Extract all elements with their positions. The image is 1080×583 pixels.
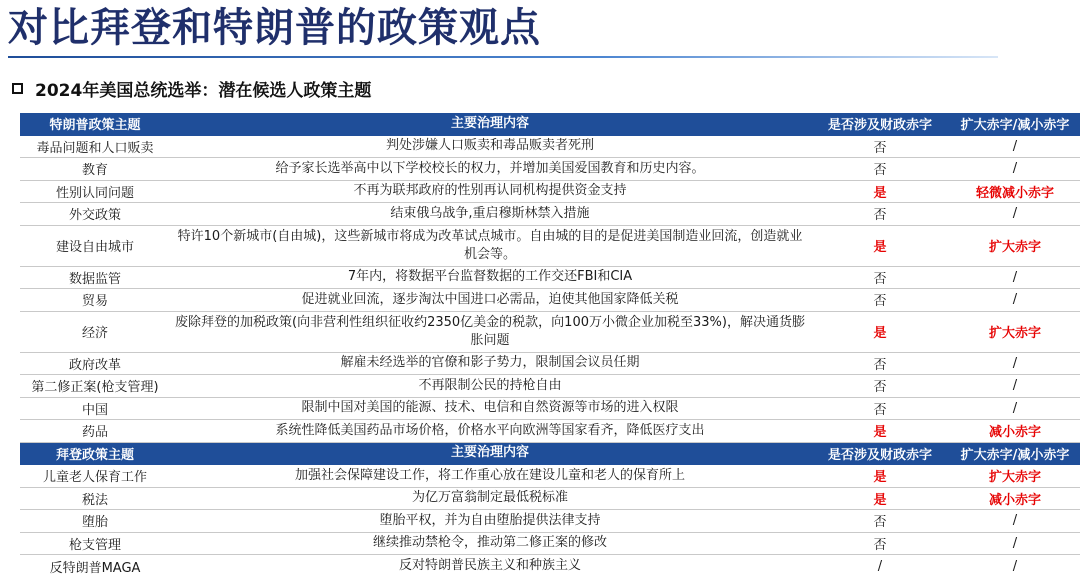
table-row <box>20 555 1080 578</box>
table-row <box>20 375 1080 398</box>
deficit-flag: 是 <box>873 470 887 486</box>
policy-topic: 药品 <box>81 425 108 441</box>
table-row <box>20 533 1080 556</box>
square-bullet-icon <box>12 83 23 94</box>
deficit-effect: / <box>1012 355 1018 371</box>
policy-content: 为亿万富翁制定最低税标准 <box>411 490 568 506</box>
deficit-flag: 是 <box>873 425 887 441</box>
policy-topic: 贸易 <box>81 294 108 310</box>
deficit-effect: 扩大赤字 <box>988 470 1041 486</box>
policy-content: 继续推动禁枪令，推动第二修正案的修改 <box>372 535 607 551</box>
policy-content: 限制中国对美国的能源、技术、电信和自然资源等市场的进入权限 <box>301 400 679 416</box>
deficit-effect: 减小赤字 <box>988 492 1041 508</box>
policy-content: 堕胎平权，并为自由堕胎提供法律支持 <box>379 512 601 528</box>
deficit-flag: 否 <box>873 140 887 156</box>
deficit-flag: 否 <box>873 208 887 224</box>
biden-header-row <box>20 443 1080 466</box>
deficit-effect: / <box>1012 161 1018 177</box>
policy-topic: 教育 <box>81 163 108 179</box>
deficit-effect: / <box>1012 378 1018 394</box>
deficit-effect: 轻微减小赤字 <box>975 185 1054 201</box>
header-cell: 是否涉及财政赤字 <box>827 447 932 463</box>
trump-header-row <box>20 113 1080 136</box>
policy-topic: 儿童老人保育工作 <box>42 470 147 486</box>
policy-topic: 枪支管理 <box>68 537 121 553</box>
deficit-flag: 是 <box>873 185 887 201</box>
deficit-effect: / <box>1012 535 1018 551</box>
policy-topic: 反特朗普MAGA <box>49 560 141 576</box>
table-row <box>20 181 1080 204</box>
header-cell: 拜登政策主题 <box>55 447 134 463</box>
policy-topic: 建设自由城市 <box>55 240 134 255</box>
policy-content: 结束俄乌战争,重启穆斯林禁入措施 <box>390 205 590 221</box>
policy-content: 不再限制公民的持枪自由 <box>418 377 562 393</box>
table-row <box>20 510 1080 533</box>
deficit-flag: 否 <box>873 402 887 418</box>
policy-content: 废除拜登的加税政策(向非营利性组织征收约2350亿美金的税款，向100万小微企业加税至33%)，解决通货膨胀问题 <box>175 314 805 348</box>
policy-topic: 毒品问题和人口贩卖 <box>36 140 154 156</box>
subtitle-text: 2024年美国总统选举：潜在候选人政策主题 <box>35 81 372 101</box>
deficit-effect: / <box>1012 292 1018 308</box>
deficit-effect: / <box>1012 269 1018 285</box>
table-row <box>20 203 1080 226</box>
table-row <box>20 488 1080 511</box>
table-row <box>20 465 1080 488</box>
header-cell: 主要治理内容 <box>450 115 529 131</box>
deficit-flag: 否 <box>873 294 887 310</box>
policy-content: 不再为联邦政府的性别再认同机构提供资金支持 <box>353 183 627 199</box>
policy-topic: 堕胎 <box>81 515 108 531</box>
policy-topic: 税法 <box>81 492 108 508</box>
deficit-effect: 减小赤字 <box>988 425 1041 441</box>
table-row <box>20 289 1080 312</box>
deficit-effect: / <box>1012 138 1018 154</box>
header-cell: 特朗普政策主题 <box>49 118 141 134</box>
page-title: 对比拜登和特朗普的政策观点 <box>8 5 541 51</box>
deficit-flag: 否 <box>873 271 887 287</box>
deficit-flag: 否 <box>873 537 887 553</box>
policy-topic: 数据监管 <box>68 271 121 287</box>
policy-topic: 经济 <box>81 326 108 341</box>
table-row <box>20 226 1080 267</box>
table-row <box>20 398 1080 421</box>
policy-table <box>20 113 1080 578</box>
policy-topic: 外交政策 <box>68 208 121 224</box>
deficit-flag: 是 <box>873 240 887 255</box>
table-row <box>20 312 1080 353</box>
policy-topic: 中国 <box>81 402 108 418</box>
section-subtitle <box>12 76 371 101</box>
deficit-effect: / <box>1012 206 1018 222</box>
deficit-effect: 扩大赤字 <box>988 240 1041 255</box>
deficit-flag: 是 <box>873 492 887 508</box>
policy-content: 系统性降低美国药品市场价格，价格水平向欧洲等国家看齐，降低医疗支出 <box>275 422 705 438</box>
table-row <box>20 158 1080 181</box>
policy-content: 加强社会保障建设工作，将工作重心放在建设儿童和老人的保育所上 <box>294 467 685 483</box>
deficit-flag: 否 <box>873 380 887 396</box>
deficit-effect: / <box>1012 558 1018 574</box>
policy-topic: 第二修正案(枪支管理) <box>31 380 159 396</box>
deficit-flag: 否 <box>873 357 887 373</box>
policy-content: 特许10个新城市(自由城)，这些新城市将成为改革试点城市。自由城的目的是促进美国制造业回流，创造就业机会等。 <box>177 228 803 262</box>
deficit-effect: / <box>1012 513 1018 529</box>
deficit-effect: / <box>1012 400 1018 416</box>
policy-content: 给予家长选举高中以下学校校长的权力，并增加美国爱国教育和历史内容。 <box>275 160 705 176</box>
policy-content: 判处涉嫌人口贩卖和毒品贩卖者死刑 <box>385 138 594 154</box>
table-row <box>20 136 1080 159</box>
policy-content: 解雇未经选举的官僚和影子势力，限制国会议员任期 <box>340 355 640 371</box>
policy-topic: 政府改革 <box>68 357 121 373</box>
header-cell: 是否涉及财政赤字 <box>827 118 932 134</box>
deficit-flag: 否 <box>873 163 887 179</box>
policy-content: 7年内，将数据平台监督数据的工作交还FBI和CIA <box>347 269 633 285</box>
header-cell: 主要治理内容 <box>450 445 529 461</box>
header-cell: 扩大赤字/减小赤字 <box>960 118 1070 134</box>
deficit-flag: 是 <box>873 326 887 341</box>
policy-content: 反对特朗普民族主义和种族主义 <box>398 558 581 574</box>
policy-content: 促进就业回流，逐步淘汰中国进口必需品，迫使其他国家降低关税 <box>301 291 679 307</box>
deficit-flag: 否 <box>873 515 887 531</box>
table-row <box>20 267 1080 290</box>
policy-topic: 性别认同问题 <box>55 185 134 201</box>
deficit-effect: 扩大赤字 <box>988 326 1041 341</box>
title-underline <box>8 56 998 58</box>
table-row <box>20 420 1080 443</box>
table-row <box>20 353 1080 376</box>
header-cell: 扩大赤字/减小赤字 <box>960 447 1070 463</box>
deficit-flag: / <box>877 558 883 574</box>
